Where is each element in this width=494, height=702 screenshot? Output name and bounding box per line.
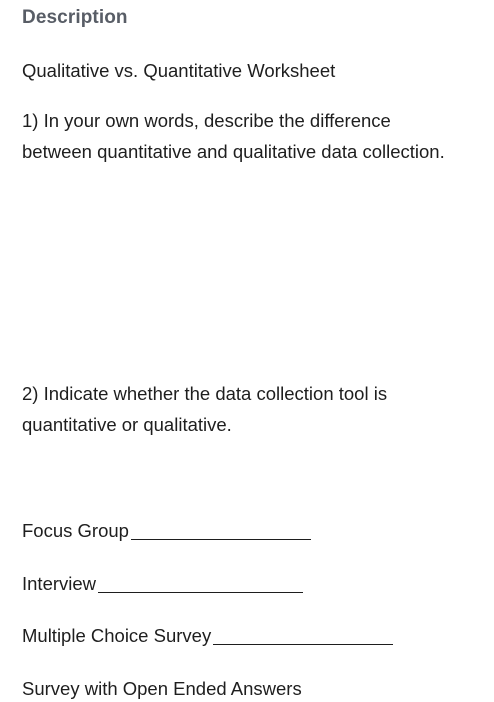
answer-blank <box>131 519 311 540</box>
question-1: 1) In your own words, describe the difference between quantitative and qualitative data collection. <box>22 110 445 162</box>
tool-row-open-ended-survey <box>22 676 302 702</box>
question-2: 2) Indicate whether the data collection tool is quantitative or qualitative. <box>22 383 388 435</box>
section-heading: Description <box>22 7 128 28</box>
tool-label: Interview <box>22 573 97 594</box>
answer-blank <box>213 624 393 645</box>
tool-row-interview <box>22 571 303 597</box>
tool-row-multiple-choice-survey <box>22 623 393 649</box>
tool-row-focus-group <box>22 518 311 544</box>
tool-label: Survey with Open Ended Answers <box>22 678 302 699</box>
tool-label: Multiple Choice Survey <box>22 625 212 646</box>
tool-label: Focus Group <box>22 520 129 541</box>
worksheet-title: Qualitative vs. Quantitative Worksheet <box>22 60 336 81</box>
answer-blank <box>98 572 303 593</box>
